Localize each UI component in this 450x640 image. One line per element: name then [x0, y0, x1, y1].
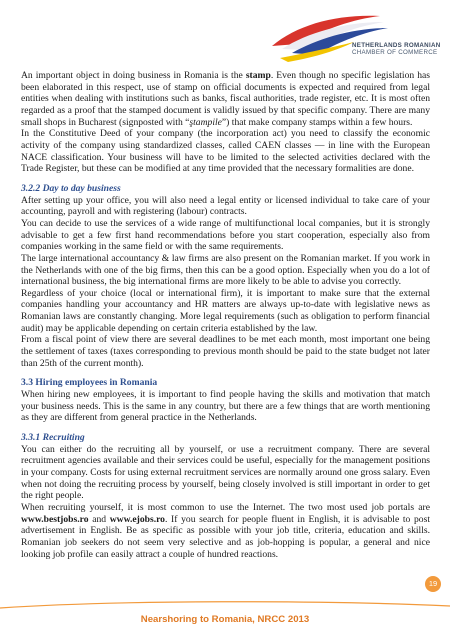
logo-line-1: NETHERLANDS ROMANIAN: [352, 42, 441, 49]
paragraph: Regardless of your choice (local or international firm), it is important to make sure that the external companies handling your accountancy and HR matters are always up-to-date with legislative news as Romanian laws are constantly changing. More legal requirements (such as obligation to perform financial audit) may be applicable depending on certain criteria established by the law.: [21, 287, 430, 334]
page-number-badge: 19: [425, 576, 441, 592]
footer-title: Nearshoring to Romania, NRCC 2013: [140, 614, 310, 625]
chamber-logo: [268, 10, 443, 65]
heading-recruiting: 3.3.1 Recruiting: [21, 432, 85, 444]
paragraph: The large international accountancy & law firms are also present on the Romanian market. If you work in the Netherlands with one of the big firms, then this can be a good option. Especially when you do a lot of international business, the big international firms are more likely to be able to advise you correctly.: [21, 252, 430, 288]
paragraph: When hiring new employees, it is important to find people having the skills and motivation that match your business needs. This is the same in any country, but there are a few things that are worth mentioning as they are different from general practice in the Netherlands.: [21, 389, 430, 424]
paragraph: You can either do the recruiting all by yourself, or use a recruitment company. There are several recruitment agencies available and their services could be useful, especially for the management positions in your company. Costs for using external recruitment services are normally around one gross salary. Even when not doing the recruiting process by yourself, being closely involved is still important in order to get the right people.: [21, 443, 430, 502]
heading-day-to-day: 3.2.2 Day to day business: [21, 182, 121, 194]
stampile-term: ştampile: [189, 116, 222, 128]
heading-hiring: 3.3 Hiring employees in Romania: [21, 377, 158, 389]
paragraph: From a fiscal point of view there are several deadlines to be met each month, most important one being the settlement of taxes (taxes corresponding to previous month should be paid to the state budget not later than 25th of the current month).: [21, 334, 430, 369]
job-portals-paragraph: When recruiting yourself, it is most common to use the Internet. The two most used job portals are www.bestjobs.ro and www.ejobs.ro. If you search for people fluent in English, it is advisable to post advertisement in English. Be as specific as possible with your job title, criteria, education and skills. Romanian job seekers do not seem very selective and as job-hopping is popular, a general and nice looking job profile can easily attract a couple of hundred reactions.: [21, 501, 430, 560]
paragraph: You can decide to use the services of a wide range of multifunctional local companies, but it is strongly advisable to get a few first hand recommendations before you start cooperation, especially also from companies working in the same field or with the same requirements.: [21, 217, 430, 253]
logo-text: [352, 42, 441, 57]
stamp-paragraph: An important object in doing business in Romania is the stamp. Even though no specific legislation has been elaborated in this respect, use of stamp on official documents is expected and required from legal entities when dealing with institutions such as banks, fiscal authorities, trade register, etc. It is most often regarded as a proof that the stamped document is validly issued by that specific company. There are many small shops in Bucharest (signposted with “ştampile”) that make company stamps within a few hours.: [21, 70, 430, 128]
bestjobs-link[interactable]: www.bestjobs.ro: [21, 513, 89, 525]
main-content: [21, 70, 430, 560]
stamp-term: stamp: [245, 70, 271, 81]
ejobs-link[interactable]: www.ejobs.ro: [109, 513, 165, 525]
caen-paragraph: In the Constitutive Deed of your company (the incorporation act) you need to classify the economic activity of the company using standardized classes, called CAEN classes — in line with the European NACE classification. Your business will have to be limited to the selected activities declared with the Trade Register, but these can be modified at any time provided that the necessary formalities are done.: [21, 128, 430, 175]
paragraph: After setting up your office, you will also need a legal entity or licensed individual to take care of your accounting, payroll and with registering (labour) contracts.: [21, 194, 430, 218]
logo-line-2: CHAMBER OF COMMERCE: [352, 49, 438, 57]
